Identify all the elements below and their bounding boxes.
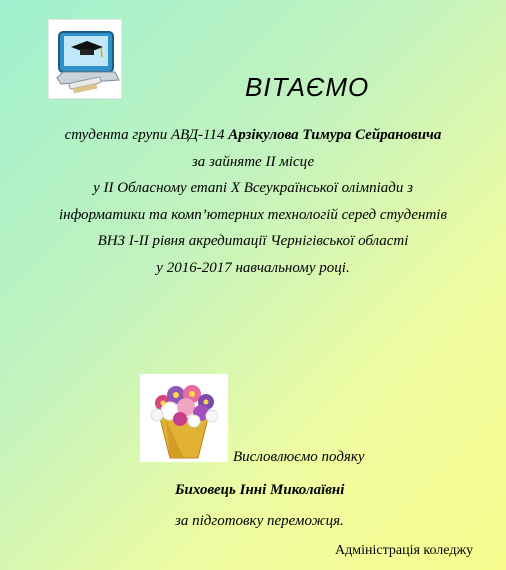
student-prefix: студента групи АВД-114	[64, 127, 229, 143]
message-line: у ІІ Обласному етапі Х Всеукраїнської олімпіади з	[93, 180, 413, 196]
student-name: Арзікулова Тимура Сейрановича	[228, 127, 442, 143]
teacher-name: Биховець Інні Миколаївні	[175, 482, 345, 498]
signature-text: Адміністрація коледжу	[335, 543, 474, 558]
flower-bouquet-icon	[140, 374, 228, 462]
message-line: інформатики та комп’ютерних технологій серед студентів	[59, 206, 447, 223]
computer-graduation-logo-icon	[48, 19, 122, 99]
message-line: ВНЗ І-ІІ рівня акредитації Чернігівської області	[97, 233, 409, 249]
message-line: у 2016-2017 навчальному році.	[156, 259, 350, 276]
message-line: за зайняте ІІ місце	[191, 153, 315, 170]
preparation-text: за підготовку переможця.	[175, 513, 344, 529]
heading-title: ВІТАЄМО	[245, 72, 370, 102]
student-line	[0, 122, 506, 149]
message-body	[0, 122, 506, 281]
thanks-text: Висловлюємо подяку	[233, 449, 365, 465]
